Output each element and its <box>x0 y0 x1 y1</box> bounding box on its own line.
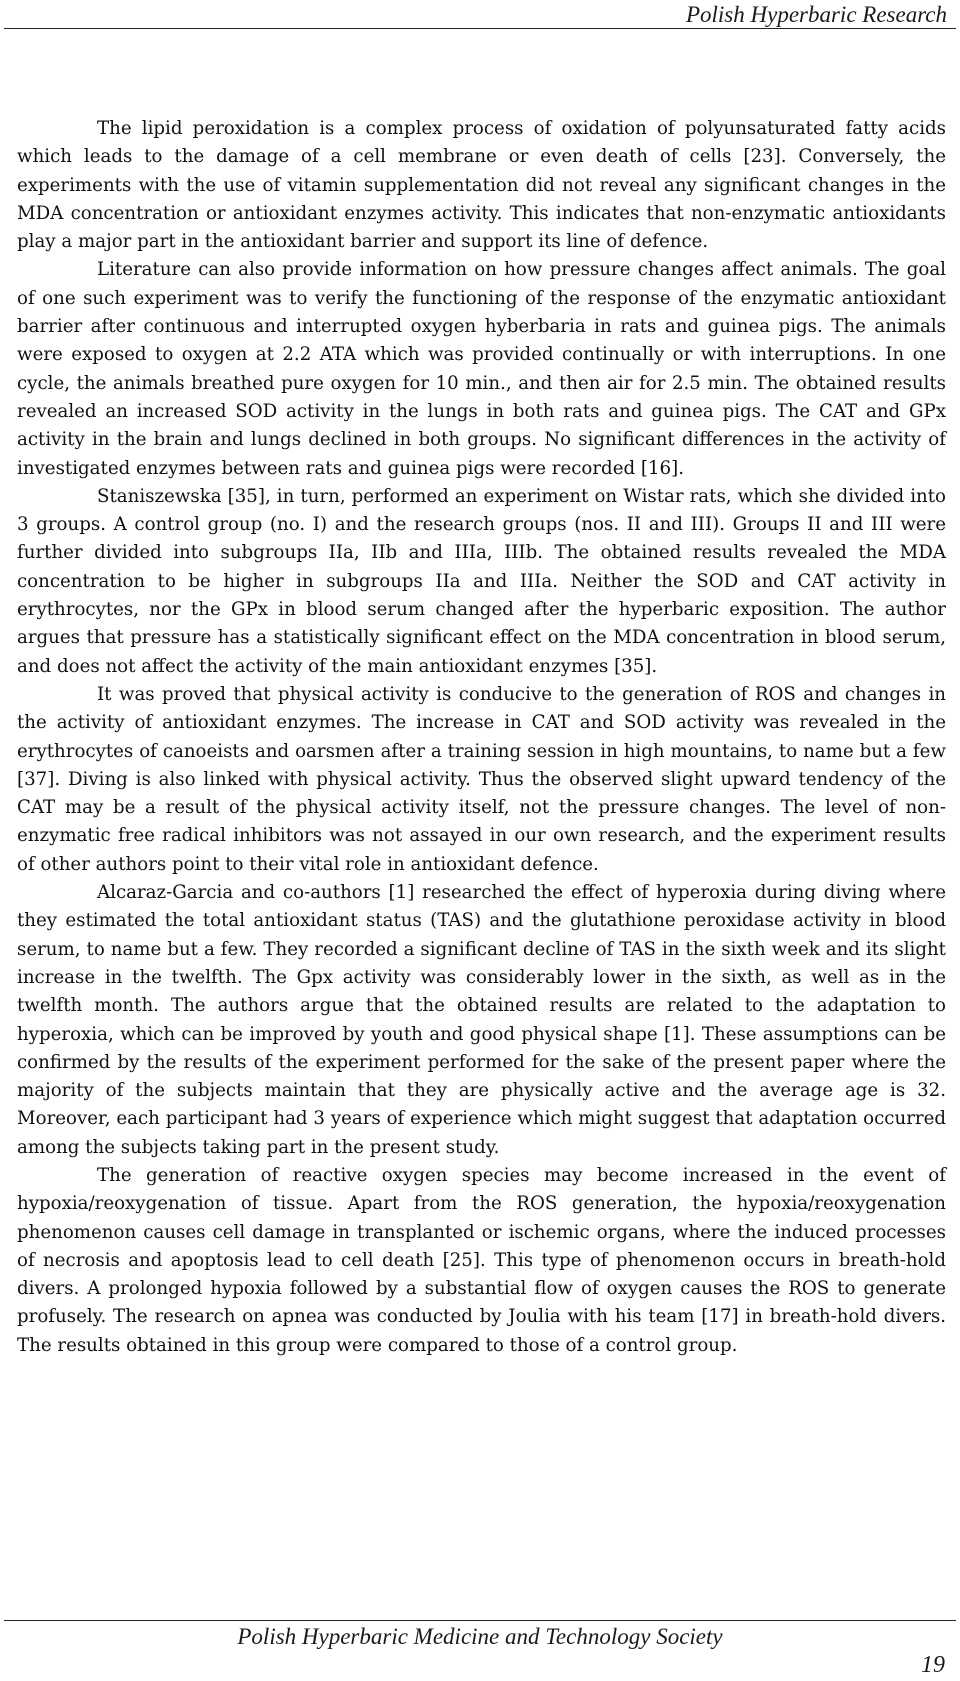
running-header: Polish Hyperbaric Research <box>685 2 947 27</box>
header-rule <box>4 28 956 29</box>
paragraph: Alcaraz-Garcia and co-authors [1] researched the effect of hyperoxia during diving where they estimated the total antioxidant status (TAS) and the glutathione peroxidase activity in blood serum, to name but a few. They recorded a significant decline of TAS in the sixth week and its slight increase in the twelfth. The Gpx activity was considerably lower in the sixth, as well as in the twelfth month. The authors argue that the obtained results are related to the adaptation to hyperoxia, which can be improved by youth and good physical shape [1]. These assumptions can be confirmed by the results of the experiment performed for the sake of the present paper where the majority of the subjects maintain that they are physically active and the average age is 32. Moreover, each participant had 3 years of experience which might suggest that adaptation occurred among the subjects taking part in the present study. <box>17 882 946 1158</box>
paragraph: It was proved that physical activity is conducive to the generation of ROS and changes in the activity of antioxidant enzymes. The increase in CAT and SOD activity was revealed in the erythrocytes of canoeists and oarsmen after a training session in high mountains, to name but a few [37]. Diving is also linked with physical activity. Thus the observed slight upward tendency of the CAT may be a result of the physical activity itself, not the pressure changes. The level of non-enzymatic free radical inhibitors was not assayed in our own research, and the experiment results of other authors point to their vital role in antioxidant defence. <box>17 683 946 875</box>
body-text <box>17 115 946 1360</box>
paragraph: The generation of reactive oxygen species may become increased in the event of hypoxia/reoxygenation of tissue. Apart from the ROS generation, the hypoxia/reoxygenation phenomenon causes cell damage in transplanted or ischemic organs, where the induced processes of necrosis and apoptosis lead to cell death [25]. This type of phenomenon occurs in breath-hold divers. A prolonged hypoxia followed by a substantial flow of oxygen causes the ROS to generate profusely. The research on apnea was conducted by Joulia with his team [17] in breath-hold divers. The results obtained in this group were compared to those of a control group. <box>17 1164 946 1356</box>
paragraph: Staniszewska [35], in turn, performed an experiment on Wistar rats, which she divided into 3 groups. A control group (no. I) and the research groups (nos. II and III). Groups II and III were further divided into subgroups IIa, IIb and IIIa, IIIb. The obtained results revealed the MDA concentration to be higher in subgroups IIa and IIIa. Neither the SOD and CAT activity in erythrocytes, nor the GPx in blood serum changed after the hyperbaric exposition. The author argues that pressure has a statistically significant effect on the MDA concentration in blood serum, and does not affect the activity of the main antioxidant enzymes [35]. <box>17 485 946 677</box>
page-number: 19 <box>921 1652 945 1678</box>
paragraph: The lipid peroxidation is a complex process of oxidation of polyunsaturated fatty acids which leads to the damage of a cell membrane or even death of cells [23]. Conversely, the experiments with the use of vitamin supplementation did not reveal any significant changes in the MDA concentration or antioxidant enzymes activity. This indicates that non-enzymatic antioxidants play a major part in the antioxidant barrier and support its line of defence. <box>17 118 946 253</box>
paragraph: Literature can also provide information on how pressure changes affect animals. The goal of one such experiment was to verify the functioning of the response of the enzymatic antioxidant barrier after continuous and interrupted oxygen hyberbaria in rats and guinea pigs. The animals were exposed to oxygen at 2.2 ATA which was provided continually or with interruptions. In one cycle, the animals breathed pure oxygen for 10 min., and then air for 2.5 min. The obtained results revealed an increased SOD activity in the lungs in both rats and guinea pigs. The CAT and GPx activity in the brain and lungs declined in both groups. No significant differences in the activity of investigated enzymes between rats and guinea pigs were recorded [16]. <box>17 259 946 479</box>
footer-rule <box>4 1620 956 1621</box>
footer-society: Polish Hyperbaric Medicine and Technology Society <box>237 1624 723 1649</box>
